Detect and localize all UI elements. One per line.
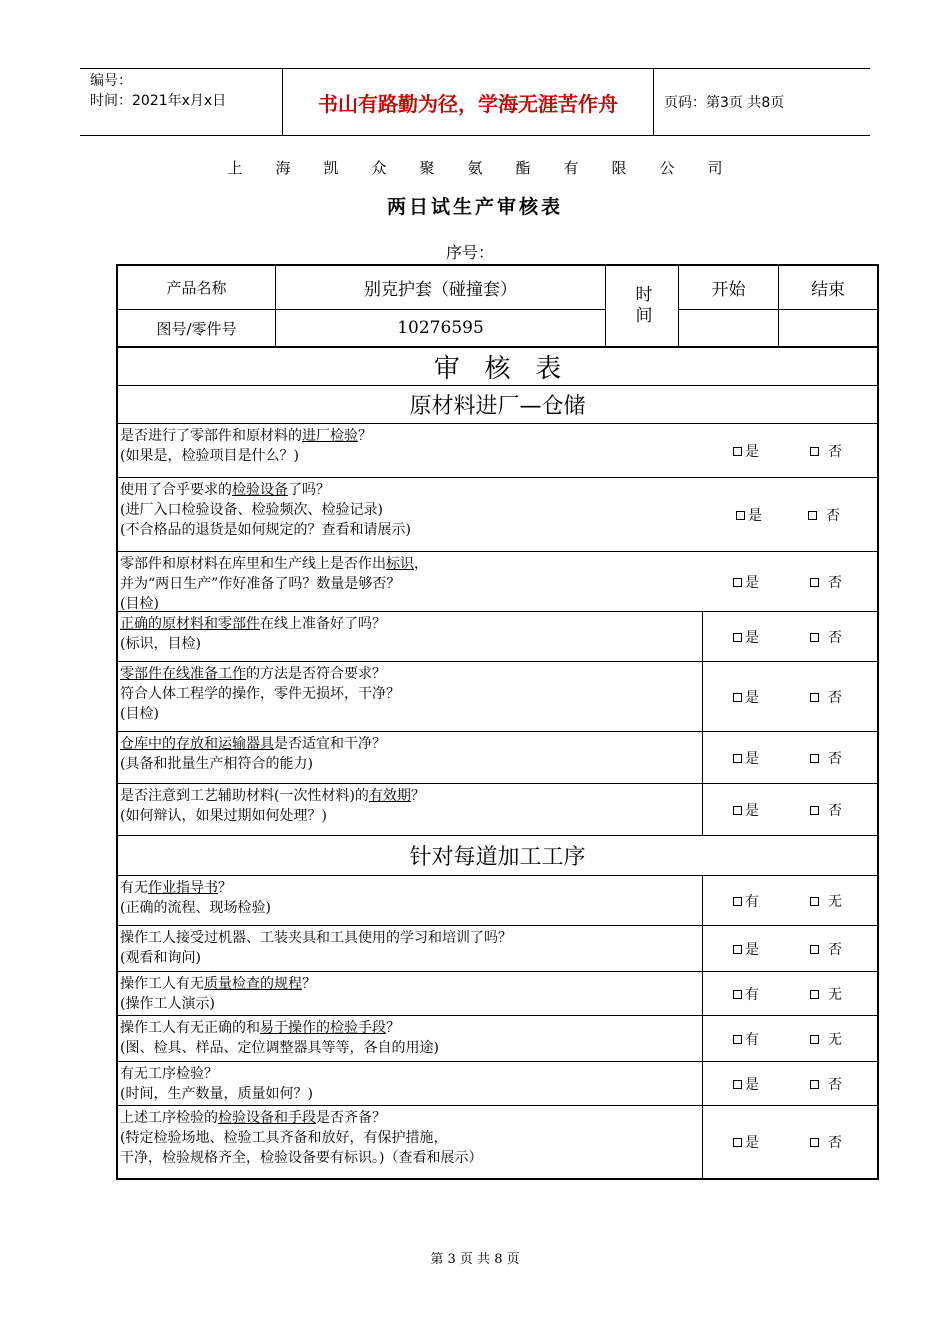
checkbox-icon[interactable] — [733, 754, 742, 763]
audit-question-row — [118, 1016, 877, 1062]
question-text — [120, 1018, 439, 1058]
audit-question-row — [118, 784, 877, 836]
question-text — [120, 426, 372, 466]
no-option[interactable] — [810, 1074, 842, 1094]
checkbox-icon[interactable] — [810, 945, 819, 954]
question-text — [120, 786, 425, 826]
yes-option-label: 有 — [745, 1032, 759, 1048]
start-value-cell[interactable] — [679, 310, 779, 346]
question-line: 操作工人有无质量检查的规程？ — [120, 976, 316, 992]
no-option-label: 无 — [828, 894, 842, 910]
time-header-label: 时间 — [631, 285, 652, 327]
no-option-label: 否 — [828, 1135, 842, 1151]
checkbox-icon[interactable] — [733, 578, 742, 587]
question-line: (标识，目检) — [120, 636, 201, 652]
audit-table-title — [118, 348, 877, 386]
yes-option-label: 是 — [745, 630, 759, 646]
section-title: 原材料进厂—仓储 — [118, 386, 877, 424]
yes-option-label: 是 — [745, 444, 759, 460]
yes-option-label: 是 — [745, 575, 759, 591]
checkbox-icon[interactable] — [810, 693, 819, 702]
no-option[interactable] — [810, 572, 842, 592]
time-label: 时间：2021年x月x日 — [90, 93, 227, 109]
product-info-table — [116, 264, 879, 346]
question-line: 使用了合乎要求的检验设备了吗？ — [120, 482, 330, 498]
question-line: 上述工序检验的检验设备和手段是否齐备？ — [120, 1110, 386, 1126]
question-text — [120, 1108, 482, 1168]
question-line: 正确的原材料和零部件在线上准备好了吗？ — [120, 616, 386, 632]
no-option-label: 无 — [828, 987, 842, 1003]
no-option[interactable] — [810, 891, 842, 911]
no-option[interactable] — [810, 687, 842, 707]
question-line: 干净，检验规格齐全，检验设备要有标识。)（查看和展示） — [120, 1150, 483, 1166]
question-line: 操作工人接受过机器、工装夹具和工具使用的学习和培训了吗？ — [120, 930, 512, 946]
yes-option-label: 是 — [745, 803, 759, 819]
audit-question-row — [118, 552, 877, 612]
question-text — [120, 1064, 313, 1104]
question-text — [120, 664, 400, 724]
checkbox-icon[interactable] — [736, 511, 745, 520]
audit-question-row — [118, 424, 877, 478]
question-line: 操作工人有无正确的和易于操作的检验手段？ — [120, 1020, 400, 1036]
audit-question-row — [118, 612, 877, 662]
question-line: (正确的流程、现场检验) — [120, 900, 271, 916]
checkbox-icon[interactable] — [810, 990, 819, 999]
question-line: (观看和询问) — [120, 950, 201, 966]
checkbox-icon[interactable] — [810, 897, 819, 906]
yes-option[interactable] — [733, 627, 759, 647]
no-option-label: 否 — [828, 803, 842, 819]
no-option-label: 无 — [828, 1032, 842, 1048]
start-label: 开始 — [679, 266, 779, 310]
audit-question-row — [118, 876, 877, 926]
yes-option-label: 有 — [745, 894, 759, 910]
question-text — [120, 878, 271, 918]
checkbox-icon[interactable] — [810, 806, 819, 815]
yes-option[interactable] — [733, 891, 759, 911]
document-title: 两日试生产审核表 — [386, 196, 563, 218]
product-name-value: 别克护套（碰撞套） — [276, 266, 606, 310]
checkbox-icon[interactable] — [733, 1035, 742, 1044]
part-number-value: 10276595 — [276, 310, 606, 346]
end-label: 结束 — [779, 266, 877, 310]
checkbox-icon[interactable] — [733, 633, 742, 642]
no-option-label: 否 — [828, 1077, 842, 1093]
question-line: 零部件和原材料在库里和生产线上是否作出标识， — [120, 556, 428, 572]
question-line: 是否进行了零部件和原材料的进厂检验？ — [120, 428, 372, 444]
checkbox-icon[interactable] — [810, 1138, 819, 1147]
checkbox-icon[interactable] — [810, 1035, 819, 1044]
question-line: (不合格品的退货是如何规定的？查看和请展示) — [120, 522, 411, 538]
question-line: (目检) — [120, 706, 159, 722]
checkbox-icon[interactable] — [733, 897, 742, 906]
no-option[interactable] — [808, 505, 840, 525]
checkbox-icon[interactable] — [810, 754, 819, 763]
part-number-label: 图号/零件号 — [118, 310, 276, 346]
audit-question-row — [118, 662, 877, 732]
company-name: 上海凯众聚氨酯有限公司 — [227, 159, 756, 177]
no-option[interactable] — [810, 1029, 842, 1049]
no-option-label: 否 — [828, 751, 842, 767]
checkbox-icon[interactable] — [810, 447, 819, 456]
question-line: (图、检具、样品、定位调整器具等等，各自的用途) — [120, 1040, 439, 1056]
checkbox-icon[interactable] — [733, 447, 742, 456]
checkbox-icon[interactable] — [733, 1080, 742, 1089]
checkbox-icon[interactable] — [808, 511, 817, 520]
question-line: 符合人体工程学的操作，零件无损坏，干净？ — [120, 686, 400, 702]
checkbox-icon[interactable] — [733, 945, 742, 954]
question-line: 有无工序检验？ — [120, 1066, 218, 1082]
audit-table — [116, 346, 879, 1180]
yes-option-label: 是 — [748, 508, 762, 524]
no-option-label: 否 — [828, 444, 842, 460]
audit-question-row — [118, 1106, 877, 1178]
yes-option[interactable] — [733, 800, 759, 820]
section-title: 针对每道加工工序 — [118, 836, 877, 876]
yes-option[interactable] — [733, 939, 759, 959]
yes-option[interactable] — [733, 1029, 759, 1049]
question-line: 零部件在线准备工作的方法是否符合要求？ — [120, 666, 386, 682]
yes-option-label: 是 — [745, 751, 759, 767]
question-line: (目检) — [120, 596, 159, 612]
audit-question-row — [118, 732, 877, 784]
question-text — [120, 974, 316, 1014]
checkbox-icon[interactable] — [733, 693, 742, 702]
no-option[interactable] — [810, 748, 842, 768]
audit-question-row — [118, 1062, 877, 1106]
page-footer: 第 3 页 共 8 页 — [430, 1252, 520, 1267]
end-value-cell[interactable] — [779, 310, 877, 346]
question-text — [120, 554, 428, 614]
audit-question-row — [118, 478, 877, 552]
no-option-label: 否 — [828, 575, 842, 591]
no-option[interactable] — [810, 984, 842, 1004]
yes-option[interactable] — [733, 984, 759, 1004]
header-slogan: 书山有路勤为径，学海无涯苦作舟 — [282, 69, 654, 135]
no-option-label: 否 — [828, 942, 842, 958]
question-line: (进厂入口检验设备、检验频次、检验记录) — [120, 502, 383, 518]
number-label: 编号： — [90, 73, 132, 89]
no-option-label: 否 — [828, 630, 842, 646]
header-meta — [80, 69, 282, 135]
question-line: (具备和批量生产相符合的能力) — [120, 756, 313, 772]
question-text — [120, 480, 411, 540]
question-line: (时间，生产数量，质量如何？) — [120, 1086, 313, 1102]
yes-option[interactable] — [733, 748, 759, 768]
yes-option[interactable] — [733, 441, 759, 461]
no-option[interactable] — [810, 627, 842, 647]
question-line: 有无作业指导书？ — [120, 880, 232, 896]
serial-label: 序号： — [446, 243, 495, 262]
yes-option[interactable] — [733, 572, 759, 592]
yes-option[interactable] — [733, 1132, 759, 1152]
question-line: 是否注意到工艺辅助材料(一次性材料)的有效期？ — [120, 788, 425, 804]
question-text — [120, 614, 386, 654]
header-page-info: 页码：第3页 共8页 — [664, 95, 785, 111]
yes-option-label: 是 — [745, 942, 759, 958]
question-line: (操作工人演示) — [120, 996, 215, 1012]
no-option[interactable] — [810, 939, 842, 959]
time-header-cell — [606, 266, 679, 346]
yes-option-label: 是 — [745, 690, 759, 706]
yes-option-label: 有 — [745, 987, 759, 1003]
yes-option[interactable] — [733, 687, 759, 707]
audit-table-title-text: 审 核 表 — [433, 354, 562, 384]
checkbox-icon[interactable] — [733, 1138, 742, 1147]
question-line: 仓库中的存放和运输器具是否适宜和干净？ — [120, 736, 386, 752]
no-option-label: 否 — [828, 690, 842, 706]
no-option[interactable] — [810, 441, 842, 461]
audit-question-row — [118, 926, 877, 972]
checkbox-icon[interactable] — [810, 578, 819, 587]
question-line: (如何辩认，如果过期如何处理？) — [120, 808, 327, 824]
yes-option-label: 是 — [745, 1077, 759, 1093]
question-text — [120, 928, 512, 968]
checkbox-icon[interactable] — [810, 1080, 819, 1089]
no-option-label: 否 — [826, 508, 840, 524]
no-option[interactable] — [810, 1132, 842, 1152]
checkbox-icon[interactable] — [733, 806, 742, 815]
checkbox-icon[interactable] — [733, 990, 742, 999]
question-line: (如果是，检验项目是什么？) — [120, 448, 299, 464]
document-header — [80, 68, 870, 136]
product-name-label: 产品名称 — [118, 266, 276, 310]
checkbox-icon[interactable] — [810, 633, 819, 642]
audit-question-row — [118, 972, 877, 1016]
question-text — [120, 734, 386, 774]
no-option[interactable] — [810, 800, 842, 820]
yes-option[interactable] — [736, 505, 762, 525]
yes-option-label: 是 — [745, 1135, 759, 1151]
yes-option[interactable] — [733, 1074, 759, 1094]
question-line: 并为“两日生产”作好准备了吗？数量是够否？ — [120, 576, 401, 592]
question-line: (特定检验场地、检验工具齐备和放好，有保护措施， — [120, 1130, 448, 1146]
